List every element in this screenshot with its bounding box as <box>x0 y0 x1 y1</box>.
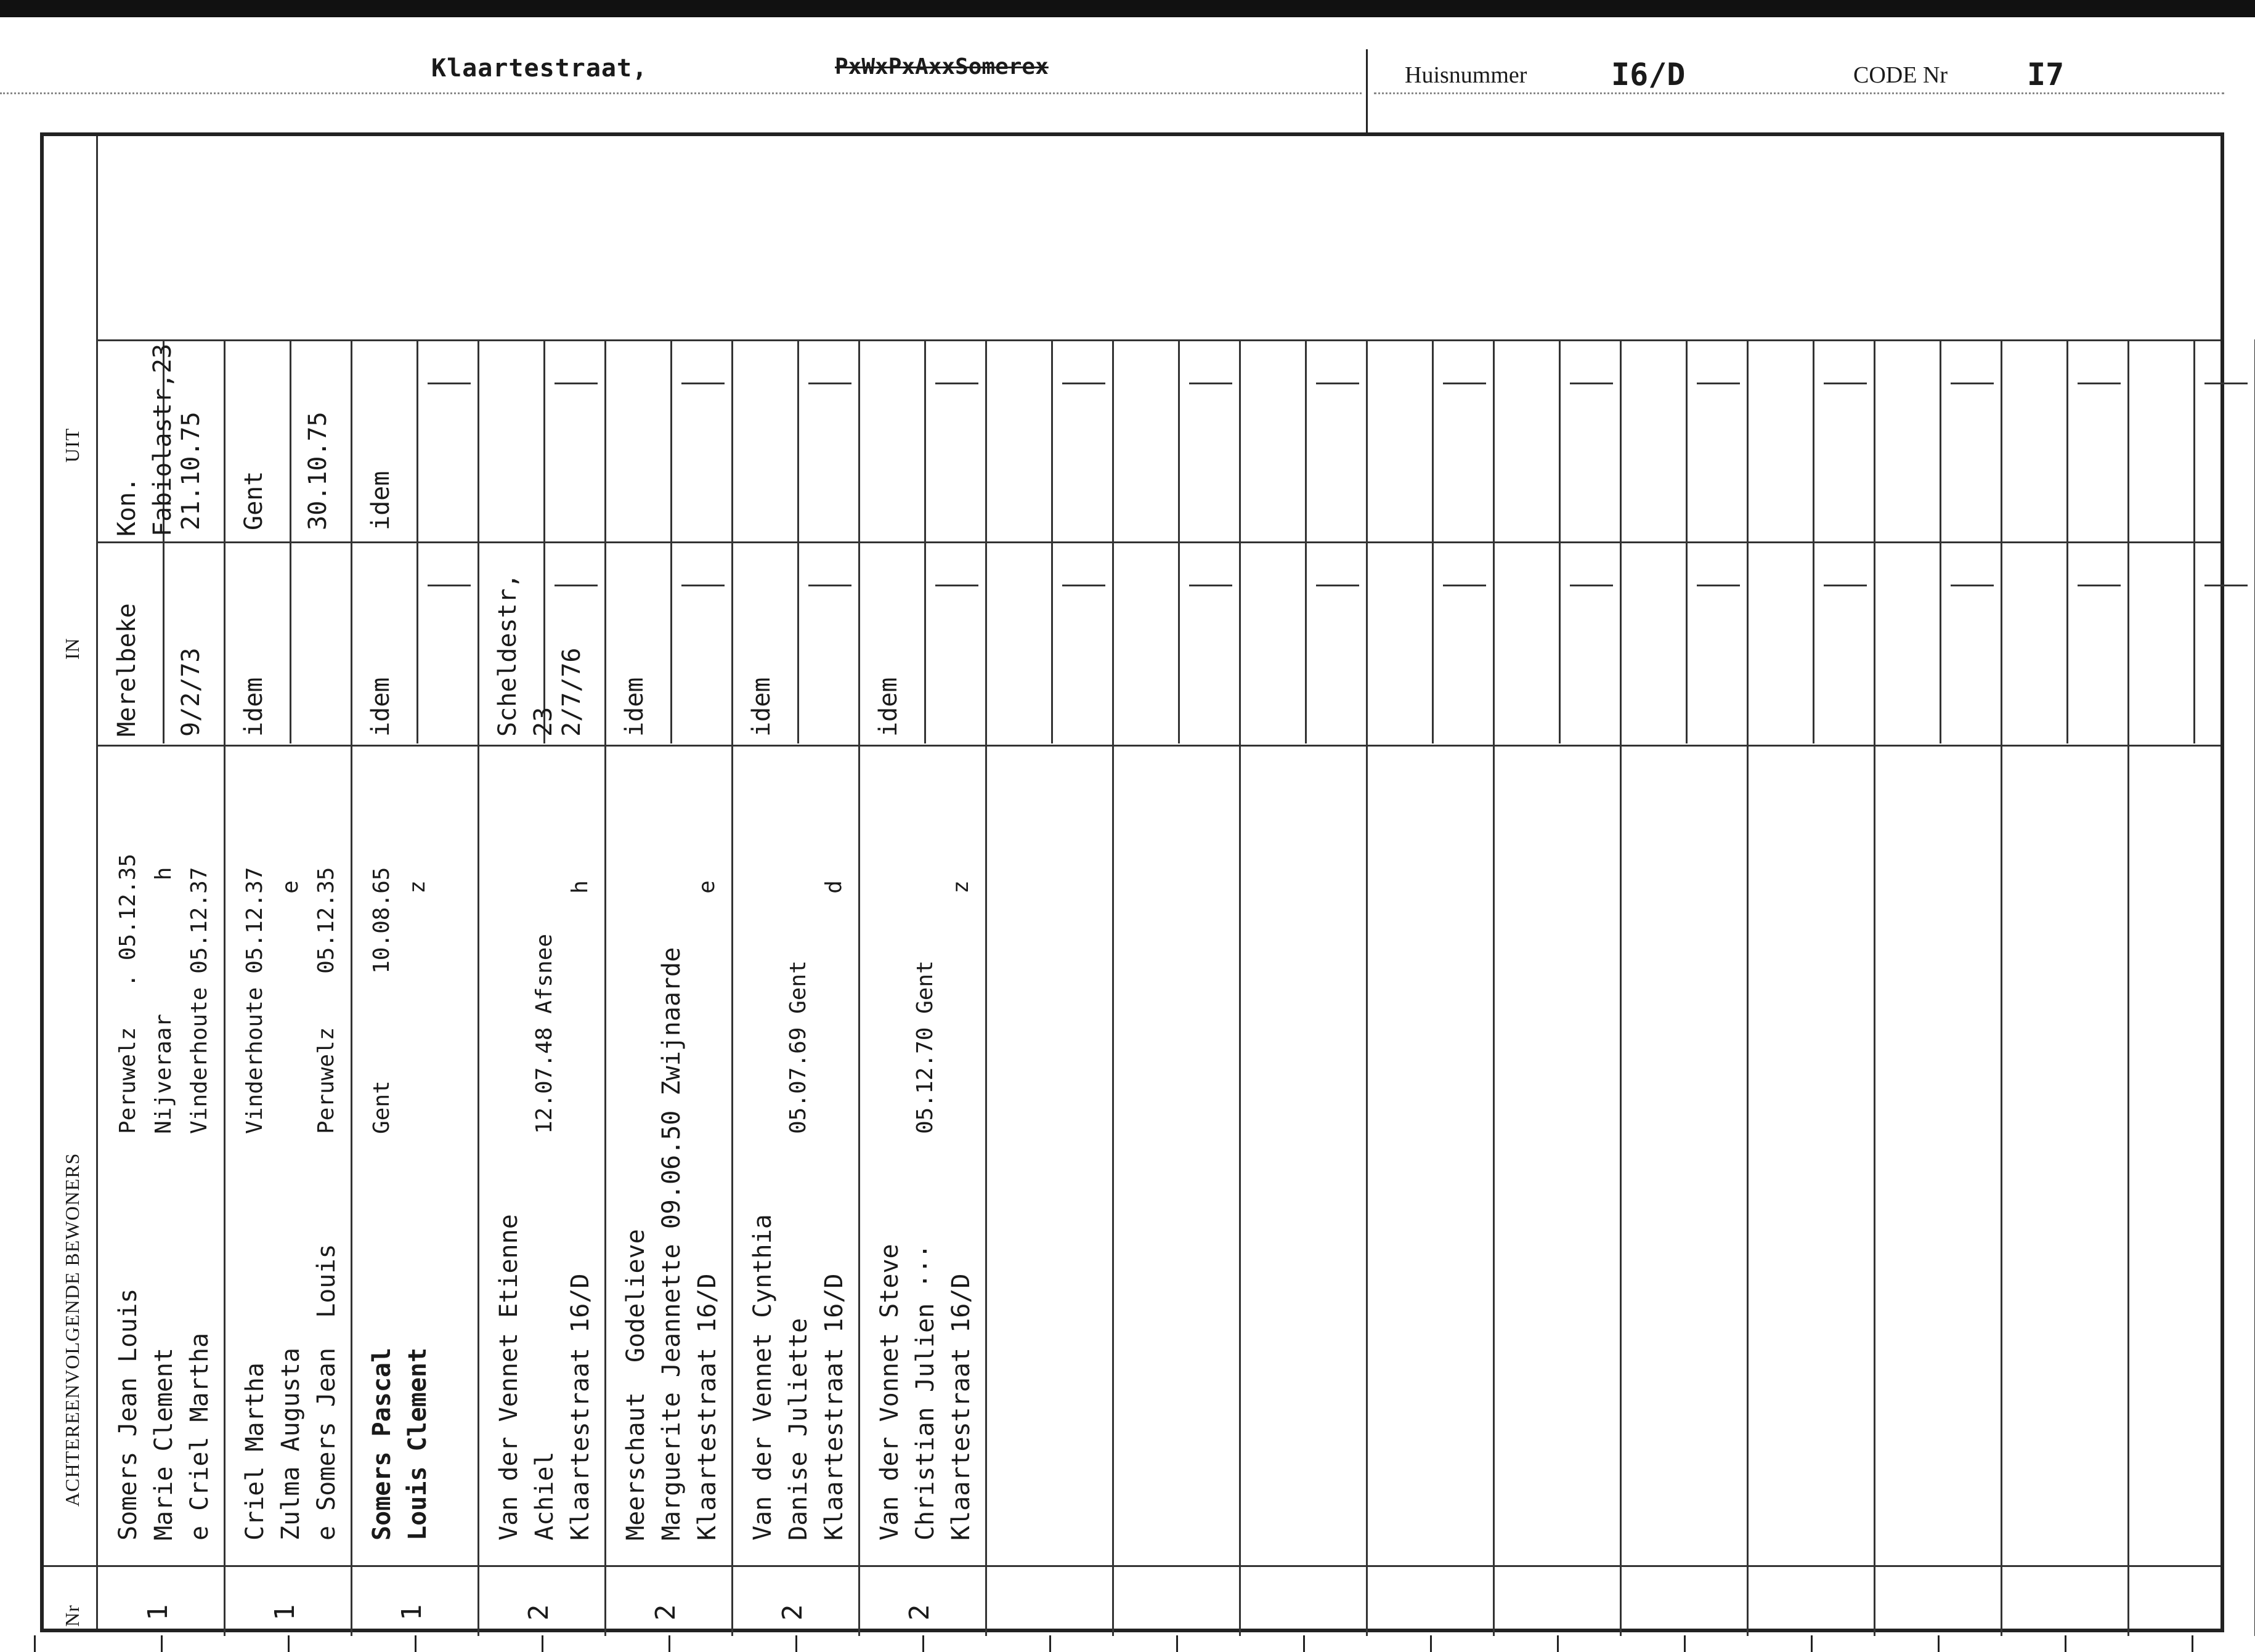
resident-birth-line: 05.07.69 Gent <box>786 960 811 1134</box>
resident-name-line: Klaartestraat 16/D <box>947 1273 975 1541</box>
empty-dash-mark <box>1824 585 1867 586</box>
empty-dash-mark <box>1570 585 1613 586</box>
sub-cell-divider <box>1051 541 1053 743</box>
sub-cell-divider <box>2193 339 2195 541</box>
entry-number: 2 <box>777 1604 808 1621</box>
sub-cell-divider <box>1813 541 1814 743</box>
sub-cell-divider <box>1432 339 1434 541</box>
column-divider <box>858 339 860 1636</box>
resident-name-line: Van der Vennet Cynthia <box>749 1214 777 1541</box>
in-place: Scheldestr, 23 <box>494 573 558 737</box>
resident-name-line: Criel Martha <box>241 1362 269 1541</box>
street-name: Klaartestraat, <box>431 54 648 83</box>
bottom-edge-tick <box>415 1635 416 1652</box>
empty-dash-mark <box>1824 383 1867 384</box>
uit-place: Gent <box>240 471 268 530</box>
in-date: 9/2/73 <box>177 647 205 737</box>
empty-dash-mark <box>681 383 725 384</box>
empty-dash-mark <box>1697 585 1740 586</box>
header-dotted-line-right <box>1374 92 2224 94</box>
empty-dash-mark <box>428 383 471 384</box>
empty-dash-mark <box>555 383 598 384</box>
empty-dash-mark <box>1062 383 1105 384</box>
resident-birth-line: 12.07.48 Afsnee <box>532 933 557 1134</box>
empty-dash-mark <box>1316 585 1359 586</box>
sub-cell-divider <box>290 339 291 541</box>
column-divider <box>731 339 733 1636</box>
resident-name-line: Somers Jean Louis <box>114 1288 142 1541</box>
resident-name-line: e Criel Martha <box>185 1332 214 1541</box>
empty-dash-mark <box>1189 383 1232 384</box>
bottom-edge-tick <box>34 1635 36 1652</box>
sub-cell-divider <box>797 339 799 541</box>
sub-cell-divider <box>290 541 291 743</box>
resident-birth-line: Gent 10.08.65 <box>369 867 394 1134</box>
empty-dash-mark <box>1570 383 1613 384</box>
sub-cell-divider <box>2193 541 2195 743</box>
bottom-edge-tick <box>288 1635 290 1652</box>
code-number-label: CODE Nr <box>1853 62 1948 88</box>
empty-dash-mark <box>2204 585 2248 586</box>
in-date: 2/7/76 <box>558 647 586 737</box>
empty-dash-mark <box>1697 383 1740 384</box>
empty-dash-mark <box>935 585 978 586</box>
uit-date: 30.10.75 <box>304 411 332 530</box>
resident-name-line: Van der Vennet Etienne <box>495 1214 523 1541</box>
resident-name-line: Klaartestraat 16/D <box>820 1273 848 1541</box>
bottom-edge-tick <box>1811 1635 1813 1652</box>
house-number-label: Huisnummer <box>1405 62 1527 88</box>
empty-dash-mark <box>808 383 851 384</box>
code-number: I7 <box>2027 57 2065 92</box>
sub-cell-divider <box>543 339 545 541</box>
sub-cell-divider <box>2066 339 2068 541</box>
resident-birth-line: Peruwelz 05.12.35 <box>314 867 339 1134</box>
resident-name-line: Van der Vonnet Steve <box>876 1244 904 1541</box>
empty-dash-mark <box>1443 383 1486 384</box>
empty-dash-mark <box>1316 383 1359 384</box>
sub-cell-divider <box>797 541 799 743</box>
sub-cell-divider <box>1686 541 1688 743</box>
column-divider <box>477 339 479 1636</box>
resident-name-line: Achiel <box>530 1451 559 1541</box>
resident-name-line: Christian Julien ··· <box>911 1244 940 1541</box>
house-number: I6/D <box>1611 57 1686 92</box>
uit-label: UIT <box>61 427 83 463</box>
empty-dash-mark <box>2078 585 2121 586</box>
empty-dash-mark <box>1951 383 1994 384</box>
sub-cell-divider <box>1305 541 1307 743</box>
empty-dash-mark <box>935 383 978 384</box>
bottom-edge-tick <box>922 1635 924 1652</box>
uit-date: 21.10.75 <box>177 411 205 530</box>
sub-cell-divider <box>416 541 418 743</box>
resident-name-line: Danise Juliette <box>784 1318 813 1541</box>
column-divider <box>1493 339 1495 1636</box>
empty-dash-mark <box>1062 585 1105 586</box>
column-divider <box>351 339 352 1636</box>
resident-name-line: e Somers Jean Louis <box>312 1244 341 1541</box>
sub-cell-divider <box>2066 541 2068 743</box>
column-divider <box>2127 339 2129 1636</box>
bottom-edge-tick <box>795 1635 797 1652</box>
bottom-edge-tick <box>1176 1635 1178 1652</box>
resident-name-line: Klaartestraat 16/D <box>693 1273 721 1541</box>
label-column-line <box>96 136 98 1629</box>
sub-cell-divider <box>163 541 165 743</box>
empty-dash-mark <box>681 585 725 586</box>
in-place: idem <box>747 677 776 737</box>
uit-place: idem <box>367 471 395 530</box>
sub-cell-divider <box>1305 339 1307 541</box>
entry-number: 1 <box>142 1604 174 1621</box>
column-divider <box>224 339 226 1636</box>
column-divider <box>2001 339 2002 1636</box>
struck-through-text: PxWxPxAxxSomerex <box>835 54 1049 79</box>
column-divider <box>1239 339 1241 1636</box>
empty-dash-mark <box>2204 383 2248 384</box>
in-place: Merelbeke <box>113 603 141 737</box>
sub-cell-divider <box>1051 339 1053 541</box>
column-divider <box>985 339 987 1636</box>
sub-cell-divider <box>924 541 926 743</box>
bottom-edge-tick <box>668 1635 670 1652</box>
sub-cell-divider <box>1559 541 1561 743</box>
column-divider <box>1366 339 1368 1636</box>
sub-cell-divider <box>670 339 672 541</box>
resident-birth-line: Vinderhoute 05.12.37 <box>187 867 212 1134</box>
resident-birth-line: Peruwelz . 05.12.35 <box>115 853 140 1134</box>
sub-cell-divider <box>1813 339 1814 541</box>
empty-dash-mark <box>1189 585 1232 586</box>
sub-cell-divider <box>670 541 672 743</box>
sub-cell-divider <box>416 339 418 541</box>
resident-name-line: Louis Clement <box>404 1347 432 1541</box>
in-label: IN <box>61 638 83 660</box>
in-place: idem <box>367 677 395 737</box>
column-divider <box>604 339 606 1636</box>
resident-birth-line: e <box>694 880 720 1134</box>
bottom-edge-tick <box>2192 1635 2193 1652</box>
register-grid <box>40 132 2224 1632</box>
resident-birth-line: d <box>821 880 847 1134</box>
bottom-edge-tick <box>1557 1635 1559 1652</box>
bottom-edge-tick <box>542 1635 543 1652</box>
entry-number: 1 <box>269 1604 301 1621</box>
bottom-edge-tick <box>1430 1635 1432 1652</box>
empty-dash-mark <box>1951 585 1994 586</box>
nr-top-line <box>44 1565 2220 1567</box>
resident-name-line: Marie Clement <box>150 1347 178 1541</box>
entry-number: 2 <box>523 1604 555 1621</box>
resident-birth-line: e <box>278 880 303 1134</box>
resident-name-line: Klaartestraat 16/D <box>566 1273 595 1541</box>
sub-cell-divider <box>1432 541 1434 743</box>
resident-birth-line: h <box>567 880 593 1134</box>
empty-dash-mark <box>1443 585 1486 586</box>
entry-number: 2 <box>904 1604 935 1621</box>
top-edge-bar <box>0 0 2255 17</box>
header-dotted-line <box>0 92 1362 94</box>
residents-top-line <box>98 745 2220 747</box>
sub-cell-divider <box>1940 541 1941 743</box>
sub-cell-divider <box>924 339 926 541</box>
entry-number: 1 <box>396 1604 428 1621</box>
uit-place: Kon. Fabiolastr,23 <box>113 343 177 536</box>
sub-cell-divider <box>1178 541 1180 743</box>
resident-birth-line: z <box>405 880 430 1134</box>
in-place: idem <box>874 677 903 737</box>
in-place: idem <box>620 677 649 737</box>
sub-cell-divider <box>1559 339 1561 541</box>
bottom-edge-tick <box>1303 1635 1305 1652</box>
bottom-edge-tick <box>2065 1635 2066 1652</box>
header-divider <box>1366 49 1368 132</box>
sub-cell-divider <box>1178 339 1180 541</box>
sub-cell-divider <box>1686 339 1688 541</box>
resident-birth-line: Nijveraar h <box>151 867 176 1134</box>
residents-label: ACHTEREENVOLGENDE BEWONERS <box>61 1152 83 1507</box>
resident-birth-line: z <box>948 880 973 1134</box>
sub-cell-divider <box>1940 339 1941 541</box>
bottom-edge-tick <box>1049 1635 1051 1652</box>
resident-birth-line: 05.12.70 Gent <box>912 960 938 1134</box>
nr-label: Nr <box>61 1605 83 1627</box>
column-divider <box>1747 339 1749 1636</box>
resident-name-line: Marguerite Jeannette 09.06.50 Zwijnaarde <box>657 947 686 1541</box>
bottom-edge-tick <box>1938 1635 1940 1652</box>
empty-dash-mark <box>2078 383 2121 384</box>
bottom-edge-tick <box>1684 1635 1686 1652</box>
entry-number: 2 <box>650 1604 681 1621</box>
column-divider <box>1874 339 1875 1636</box>
column-divider <box>1620 339 1622 1636</box>
resident-name-line: Meerschaut Godelieve <box>622 1229 650 1541</box>
empty-dash-mark <box>428 585 471 586</box>
resident-name-line: Somers Pascal <box>368 1347 396 1541</box>
bottom-edge-tick <box>161 1635 163 1652</box>
resident-name-line: Zulma Augusta <box>277 1347 305 1541</box>
in-place: idem <box>240 677 268 737</box>
empty-dash-mark <box>808 585 851 586</box>
resident-birth-line: Vinderhoute 05.12.37 <box>242 867 267 1134</box>
column-divider <box>1112 339 1114 1636</box>
